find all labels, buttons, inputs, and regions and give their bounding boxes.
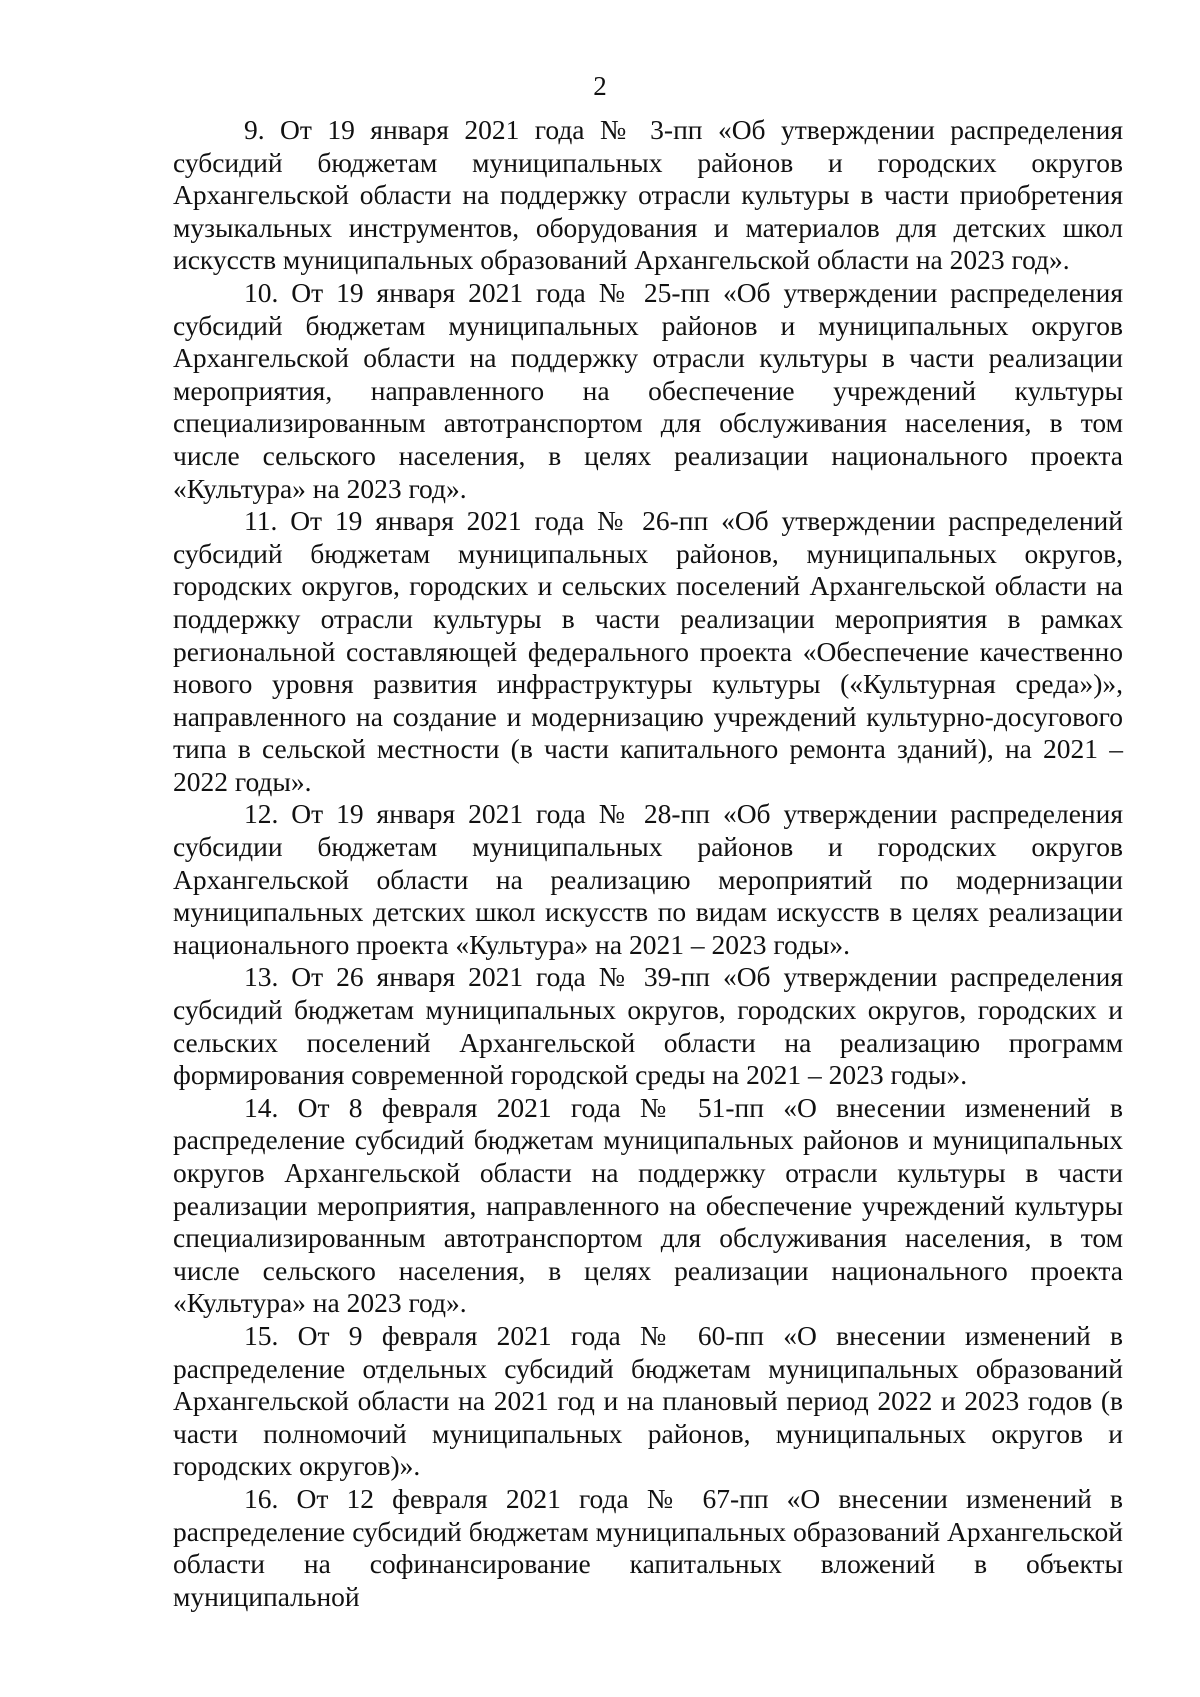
list-item-9: 9. От 19 января 2021 года № 3-пп «Об утверждении распределения субсидий бюджетам муниципальных районов и городских округов Архангельской области на поддержку отрасли культуры в части приобретения музыкальных инструментов, оборудования и материалов для детских школ искусств муниципальных образований Архангельской области на 2023 год». xyxy=(173,114,1123,276)
list-item-10: 10. От 19 января 2021 года № 25-пп «Об утверждении распределения субсидий бюджетам муниципальных районов и муниципальных округов Архангельской области на поддержку отрасли культуры в части реализации мероприятия, направленного на обеспечение учреждений культуры специализированным автотранспортом для обслуживания населения, в том числе сельского населения, в целях реализации национального проекта «Культура» на 2023 год». xyxy=(173,276,1123,504)
list-item-13: 13. От 26 января 2021 года № 39-пп «Об утверждении распределения субсидий бюджетам муниципальных округов, городских округов, городских и сельских поселений Архангельской области на реализацию программ формирования современной городской среды на 2021 – 2023 годы». xyxy=(173,961,1123,1091)
list-item-16: 16. От 12 февраля 2021 года № 67-пп «О внесении изменений в распределение субсидий бюджетам муниципальных образований Архангельской области на софинансирование капитальных вложений в объекты муниципальной xyxy=(173,1482,1123,1612)
list-item-11: 11. От 19 января 2021 года № 26-пп «Об утверждении распределений субсидий бюджетам муниципальных районов, муниципальных округов, городских округов, городских и сельских поселений Архангельской области на поддержку отрасли культуры в части реализации мероприятия в рамках региональной составляющей федерального проекта «Обеспечение качественно нового уровня развития инфраструктуры культуры («Культурная среда»)», направленного на создание и модернизацию учреждений культурно-досугового типа в сельской местности (в части капитального ремонта зданий), на 2021 – 2022 годы». xyxy=(173,505,1123,797)
list-item-15: 15. От 9 февраля 2021 года № 60-пп «О внесении изменений в распределение отдельных субсидий бюджетам муниципальных образований Архангельской области на 2021 год и на плановый период 2022 и 2023 годов (в части полномочий муниципальных районов, муниципальных округов и городских округов)». xyxy=(173,1319,1123,1482)
page-number: 2 xyxy=(593,71,607,101)
document-body xyxy=(173,114,1123,1613)
list-item-14: 14. От 8 февраля 2021 года № 51-пп «О внесении изменений в распределение субсидий бюджетам муниципальных районов и муниципальных округов Архангельской области на поддержку отрасли культуры в части реализации мероприятия, направленного на обеспечение учреждений культуры специализированным автотранспортом для обслуживания населения, в том числе сельского населения, в целях реализации национального проекта «Культура» на 2023 год». xyxy=(173,1091,1123,1319)
list-item-12: 12. От 19 января 2021 года № 28-пп «Об утверждении распределения субсидии бюджетам муниципальных районов и городских округов Архангельской области на реализацию мероприятий по модернизации муниципальных детских школ искусств по видам искусств в целях реализации национального проекта «Культура» на 2021 – 2023 годы». xyxy=(173,798,1123,960)
